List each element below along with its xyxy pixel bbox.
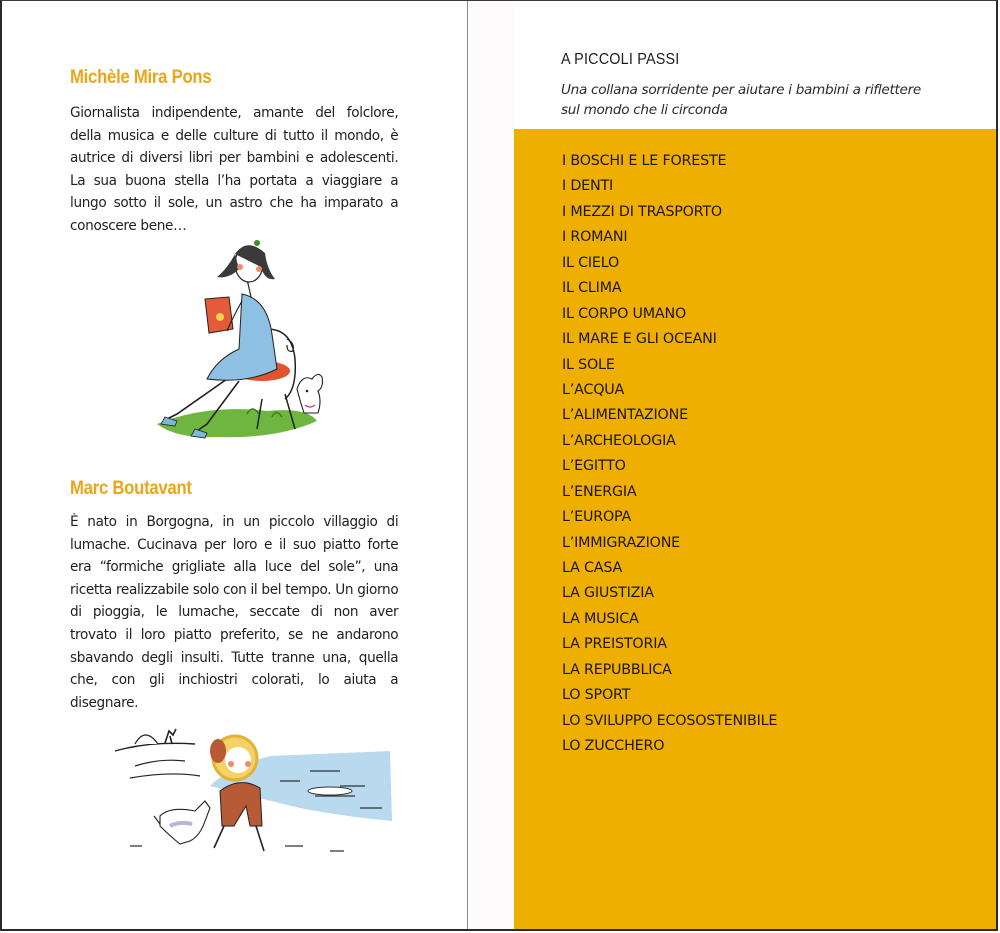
series-title-item: IL CLIMA [562, 280, 622, 297]
series-title-item: IL CORPO UMANO [562, 305, 687, 322]
author-name-michele-mira-pons: Michèle Mira Pons [70, 67, 212, 88]
series-title-item: LO SVILUPPO ECOSOSTENIBILE [562, 712, 778, 729]
author-bio-michele-mira-pons: Giornalista indipendente, amante del folclore, della musica e delle culture di tutto il mondo, è autrice di diversi libri per bambini e adolescenti. La sua buona stella l’ha portata a viaggiare a lungo sotto il sole, un astro che ha imparato a conoscere bene… [70, 105, 399, 234]
series-subtitle: Una collana sorridente per aiutare i bambini a riflettere sul mondo che li circonda [561, 82, 921, 118]
series-title-item: LA GIUSTIZIA [562, 585, 654, 602]
series-title-item: LA REPUBBLICA [562, 661, 672, 678]
series-title-item: L’EGITTO [562, 458, 626, 475]
author-bio-marc-boutavant: È nato in Borgogna, in un piccolo villaggio di lumache. Cucinava per loro e il suo piatto forte era “formiche grigliate alla luce del sole”, una ricetta realizzabile solo con il bel tempo. Un giorno di pioggia, le lumache, seccate di non aver trovato il loro piatto preferito, se ne andarono sbavando degli insulti. Tutte tranne una, quella che, con gli inchiostri colorati, lo aiuta a disegnare. [70, 514, 399, 711]
series-title-item: L’ACQUA [562, 381, 625, 398]
series-title-item: LA MUSICA [562, 610, 639, 627]
series-title-item: IL MARE E GLI OCEANI [562, 331, 717, 348]
series-title-item: L’ALIMENTAZIONE [562, 407, 688, 424]
series-title-item: L’IMMIGRAZIONE [562, 534, 681, 551]
series-title-item: LA PREISTORIA [562, 636, 667, 653]
series-title-item: I ROMANI [562, 229, 628, 246]
series-title-item: LO SPORT [562, 687, 631, 704]
series-title-item: L’ARCHEOLOGIA [562, 432, 676, 449]
series-title: A PICCOLI PASSI [561, 51, 680, 68]
series-title-item: L’ENERGIA [562, 483, 637, 500]
series-title-item: I DENTI [562, 178, 614, 195]
series-title-item: I MEZZI DI TRASPORTO [562, 203, 722, 220]
series-title-item: I BOSCHI E LE FORESTE [562, 153, 727, 169]
series-title-item: L’EUROPA [562, 509, 632, 526]
series-title-item: LO ZUCCHERO [562, 738, 665, 755]
series-title-item: IL CIELO [562, 254, 620, 271]
author-name-marc-boutavant: Marc Boutavant [70, 478, 192, 499]
series-title-item: IL SOLE [562, 356, 615, 373]
series-title-item: LA CASA [562, 560, 623, 576]
